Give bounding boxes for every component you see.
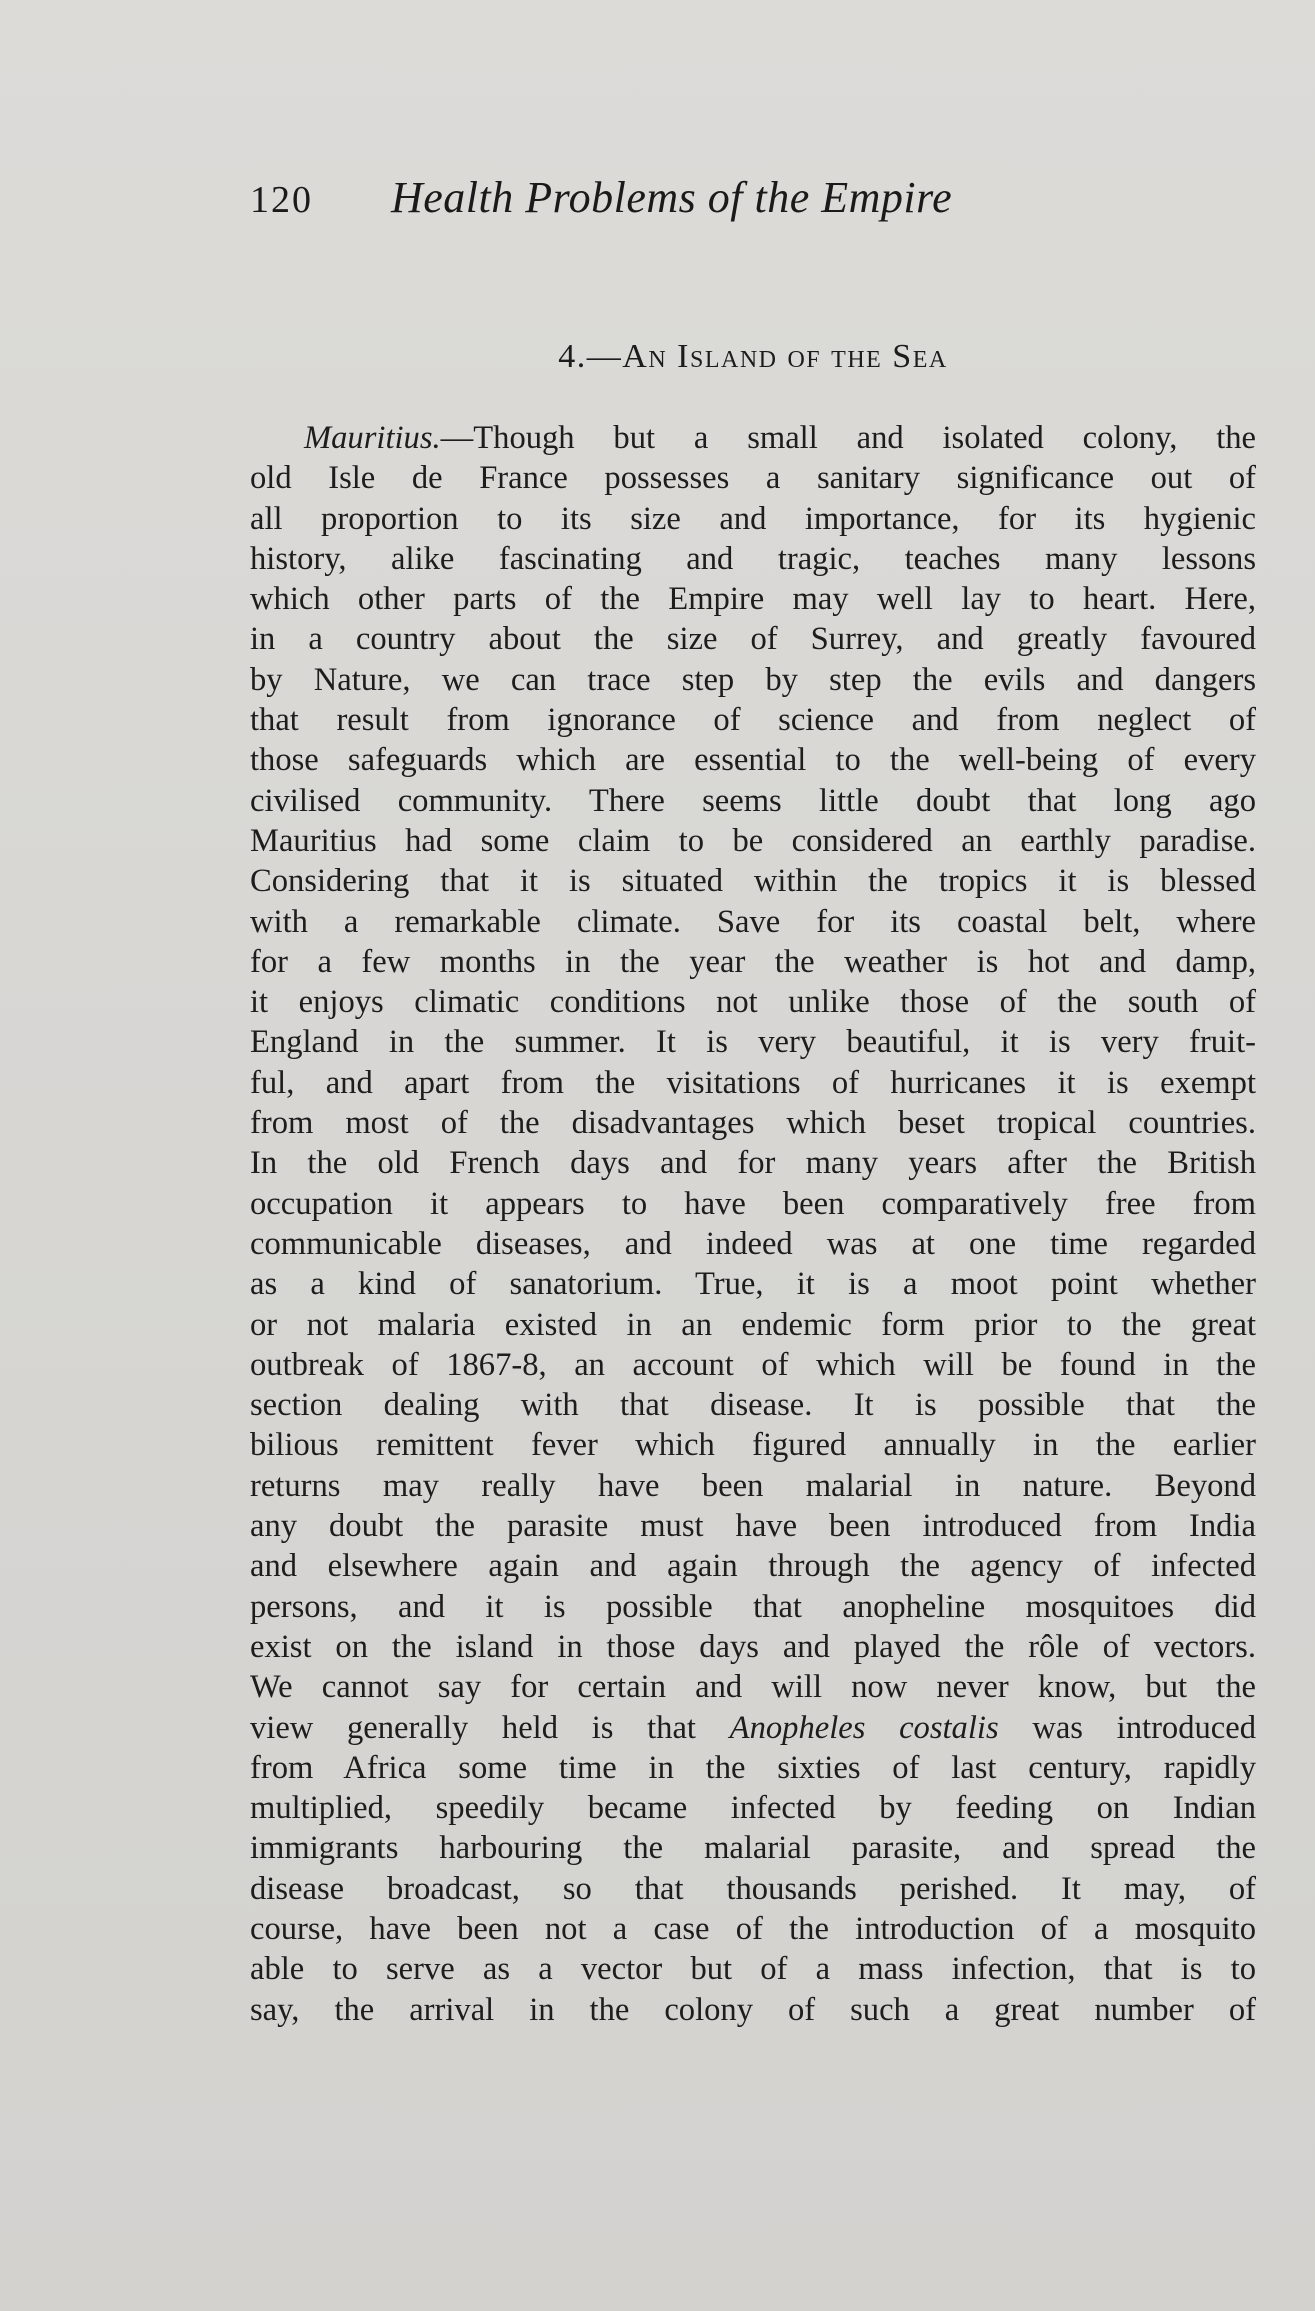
page-number: 120 [250, 179, 313, 221]
text-line: from Africa some time in the sixties of last century, rapidly [250, 1749, 1256, 1786]
text-line: disease broadcast, so that thousands perished. It may, of [250, 1870, 1256, 1907]
text-line: with a remarkable climate. Save for its coastal belt, where [250, 903, 1256, 940]
text-line: returns may really have been malarial in nature. Beyond [250, 1467, 1256, 1504]
text-line: history, alike fascinating and tragic, teaches many lessons [250, 540, 1256, 577]
text-line: in a country about the size of Surrey, and greatly favoured [250, 621, 1256, 658]
text-line: occupation it appears to have been comparatively free from [250, 1185, 1256, 1222]
text-line: Mauritius.—Though but a small and isolated colony, the [304, 420, 1256, 456]
text-line: Mauritius had some claim to be considered an earthly paradise. [250, 822, 1256, 859]
text-line: able to serve as a vector but of a mass infection, that is to [250, 1951, 1256, 1988]
text-line: any doubt the parasite must have been introduced from India [250, 1508, 1256, 1545]
text-line: outbreak of 1867-8, an account of which will be found in the [250, 1346, 1256, 1383]
text-line: We cannot say for certain and will now never know, but the [250, 1669, 1256, 1706]
text-line: or not malaria existed in an endemic form prior to the great [250, 1306, 1256, 1343]
section-heading: 4.—An Island of the Sea [558, 338, 948, 375]
text-line: from most of the disadvantages which beset tropical countries. [250, 1105, 1256, 1142]
text-line: which other parts of the Empire may well lay to heart. Here, [250, 581, 1256, 618]
text-line: view generally held is that Anopheles costalis was introduced [250, 1709, 1256, 1746]
text-line: it enjoys climatic conditions not unlike those of the south of [250, 984, 1256, 1021]
running-title: Health Problems of the Empire [391, 173, 953, 222]
text-line: all proportion to its size and importance, for its hygienic [250, 500, 1256, 537]
text-line: say, the arrival in the colony of such a great number of [250, 1991, 1256, 2028]
species-name: Anopheles costalis [729, 1709, 999, 1746]
text-line: England in the summer. It is very beautiful, it is very fruit- [250, 1024, 1256, 1061]
text-line: section dealing with that disease. It is possible that the [250, 1387, 1256, 1424]
text-line: In the old French days and for many years after the British [250, 1145, 1256, 1182]
text-line: old Isle de France possesses a sanitary significance out of [250, 460, 1256, 497]
text-line: multiplied, speedily became infected by feeding on Indian [250, 1790, 1256, 1827]
text-line: bilious remittent fever which figured annually in the earlier [250, 1427, 1256, 1464]
text-line: for a few months in the year the weather is hot and damp, [250, 943, 1256, 980]
text-line: exist on the island in those days and played the rôle of vectors. [250, 1628, 1256, 1665]
text-line: ful, and apart from the visitations of hurricanes it is exempt [250, 1064, 1256, 1101]
text-line: immigrants harbouring the malarial parasite, and spread the [250, 1830, 1256, 1867]
text-line: course, have been not a case of the introduction of a mosquito [250, 1910, 1256, 1947]
text-line: as a kind of sanatorium. True, it is a moot point whether [250, 1266, 1256, 1303]
lead-italic: Mauritius. [304, 420, 441, 456]
text-line: and elsewhere again and again through the agency of infected [250, 1548, 1256, 1585]
text-line: communicable diseases, and indeed was at one time regarded [250, 1225, 1256, 1262]
text-line: persons, and it is possible that anopheline mosquitoes did [250, 1588, 1256, 1625]
body-paragraph [250, 418, 1256, 2030]
text-line: civilised community. There seems little doubt that long ago [250, 782, 1256, 819]
text-line: those safeguards which are essential to the well-being of every [250, 742, 1256, 779]
text-line: that result from ignorance of science and from neglect of [250, 702, 1256, 739]
text-line: by Nature, we can trace step by step the evils and dangers [250, 661, 1256, 698]
running-head [250, 172, 1070, 232]
text-line: Considering that it is situated within the tropics it is blessed [250, 863, 1256, 900]
